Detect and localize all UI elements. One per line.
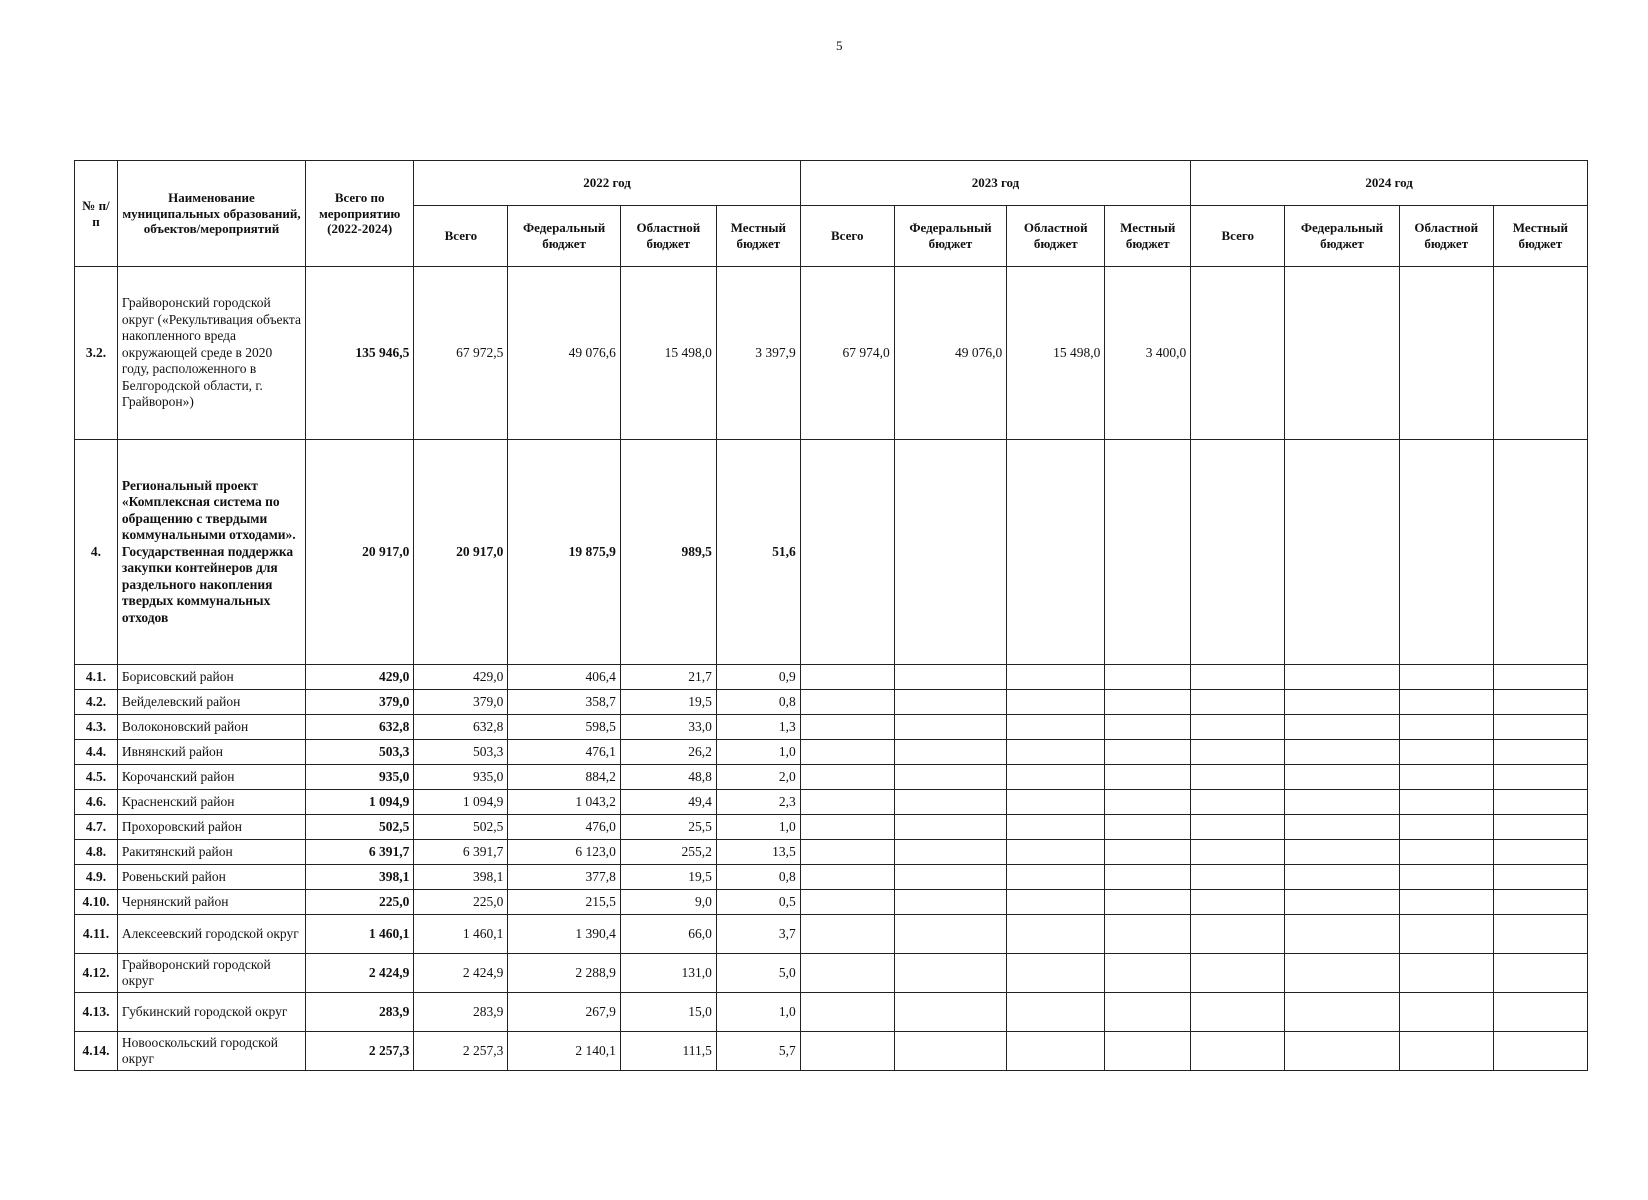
cell-2022-regional: 255,2 (620, 840, 716, 865)
empty-cell (1007, 790, 1105, 815)
cell-2022-regional: 9,0 (620, 890, 716, 915)
table-row (75, 765, 1588, 790)
row-name: Вейделевский район (117, 690, 305, 715)
cell-2024-regional (1399, 440, 1493, 665)
empty-cell (800, 715, 894, 740)
empty-cell (1399, 715, 1493, 740)
cell-2024-total (1191, 267, 1285, 440)
cell-2022-regional: 15,0 (620, 993, 716, 1032)
header-year-2023: 2023 год (800, 161, 1190, 206)
cell-2022-federal: 884,2 (508, 765, 620, 790)
cell-2023-federal (894, 440, 1006, 665)
empty-cell (1105, 665, 1191, 690)
cell-2022-regional: 111,5 (620, 1032, 716, 1071)
empty-cell (1399, 765, 1493, 790)
empty-cell (1105, 740, 1191, 765)
table-row (75, 993, 1588, 1032)
cell-2022-local: 5,7 (716, 1032, 800, 1071)
empty-cell (800, 740, 894, 765)
empty-cell (1007, 740, 1105, 765)
row-name: Чернянский район (117, 890, 305, 915)
table-row (75, 840, 1588, 865)
cell-2022-regional: 19,5 (620, 865, 716, 890)
cell-2022-regional: 989,5 (620, 440, 716, 665)
empty-cell (800, 1032, 894, 1071)
cell-2022-local: 1,0 (716, 740, 800, 765)
cell-2022-local: 0,9 (716, 665, 800, 690)
empty-cell (1191, 715, 1285, 740)
empty-cell (1191, 790, 1285, 815)
empty-cell (1007, 890, 1105, 915)
empty-cell (1191, 815, 1285, 840)
header-2022-federal: Федеральный бюджет (508, 206, 620, 267)
empty-cell (1285, 1032, 1399, 1071)
empty-cell (800, 840, 894, 865)
empty-cell (1285, 765, 1399, 790)
cell-2022-total: 935,0 (414, 765, 508, 790)
empty-cell (1399, 690, 1493, 715)
empty-cell (1191, 993, 1285, 1032)
empty-cell (1105, 954, 1191, 993)
cell-2022-total: 225,0 (414, 890, 508, 915)
empty-cell (1399, 665, 1493, 690)
cell-2022-regional: 33,0 (620, 715, 716, 740)
cell-2022-federal: 19 875,9 (508, 440, 620, 665)
empty-cell (800, 765, 894, 790)
row-name: Корочанский район (117, 765, 305, 790)
row-name: Губкинский городской округ (117, 993, 305, 1032)
header-2023-total: Всего (800, 206, 894, 267)
header-2023-federal: Федеральный бюджет (894, 206, 1006, 267)
empty-cell (1105, 890, 1191, 915)
cell-2022-federal: 215,5 (508, 890, 620, 915)
empty-cell (1191, 1032, 1285, 1071)
row-total: 632,8 (306, 715, 414, 740)
empty-cell (1105, 715, 1191, 740)
cell-2022-federal: 2 140,1 (508, 1032, 620, 1071)
empty-cell (894, 665, 1006, 690)
page-number: 5 (836, 38, 843, 53)
row-total: 503,3 (306, 740, 414, 765)
cell-2022-local: 5,0 (716, 954, 800, 993)
cell-2022-local: 13,5 (716, 840, 800, 865)
header-year-2022: 2022 год (414, 161, 800, 206)
cell-2022-total: 2 424,9 (414, 954, 508, 993)
empty-cell (800, 993, 894, 1032)
empty-cell (1399, 840, 1493, 865)
empty-cell (800, 665, 894, 690)
table-row (75, 440, 1588, 665)
cell-2022-total: 283,9 (414, 993, 508, 1032)
cell-2022-total: 67 972,5 (414, 267, 508, 440)
row-index: 4.13. (75, 993, 118, 1032)
cell-2022-local: 51,6 (716, 440, 800, 665)
empty-cell (1399, 790, 1493, 815)
empty-cell (1285, 665, 1399, 690)
header-name: Наименование муниципальных образований, объектов/мероприятий (117, 161, 305, 267)
header-2022-total: Всего (414, 206, 508, 267)
row-total: 6 391,7 (306, 840, 414, 865)
budget-table-wrapper (74, 160, 1588, 1071)
cell-2022-regional: 26,2 (620, 740, 716, 765)
cell-2022-federal: 406,4 (508, 665, 620, 690)
cell-2022-federal: 476,1 (508, 740, 620, 765)
empty-cell (1105, 815, 1191, 840)
row-name: Красненский район (117, 790, 305, 815)
empty-cell (1007, 690, 1105, 715)
empty-cell (1493, 715, 1587, 740)
cell-2022-regional: 49,4 (620, 790, 716, 815)
empty-cell (894, 954, 1006, 993)
table-row (75, 1032, 1588, 1071)
row-name: Волоконовский район (117, 715, 305, 740)
cell-2022-local: 0,8 (716, 865, 800, 890)
empty-cell (800, 790, 894, 815)
empty-cell (1105, 690, 1191, 715)
empty-cell (1399, 815, 1493, 840)
cell-2024-local (1493, 267, 1587, 440)
empty-cell (1105, 765, 1191, 790)
cell-2022-local: 0,8 (716, 690, 800, 715)
empty-cell (1007, 665, 1105, 690)
empty-cell (1191, 840, 1285, 865)
empty-cell (1191, 690, 1285, 715)
row-total: 283,9 (306, 993, 414, 1032)
empty-cell (1399, 915, 1493, 954)
cell-2022-federal: 49 076,6 (508, 267, 620, 440)
table-row (75, 715, 1588, 740)
row-total: 1 460,1 (306, 915, 414, 954)
empty-cell (1493, 765, 1587, 790)
cell-2022-total: 429,0 (414, 665, 508, 690)
empty-cell (1285, 840, 1399, 865)
empty-cell (1105, 915, 1191, 954)
row-index: 4.12. (75, 954, 118, 993)
header-total: Всего по мероприятию (2022-2024) (306, 161, 414, 267)
empty-cell (800, 890, 894, 915)
empty-cell (1285, 790, 1399, 815)
cell-2022-federal: 267,9 (508, 993, 620, 1032)
cell-2022-total: 503,3 (414, 740, 508, 765)
empty-cell (1105, 790, 1191, 815)
row-name: Ровеньский район (117, 865, 305, 890)
empty-cell (1493, 1032, 1587, 1071)
empty-cell (1285, 690, 1399, 715)
cell-2022-local: 0,5 (716, 890, 800, 915)
empty-cell (1191, 890, 1285, 915)
row-index: 4.14. (75, 1032, 118, 1071)
cell-2024-local (1493, 440, 1587, 665)
header-2024-regional: Областной бюджет (1399, 206, 1493, 267)
empty-cell (1399, 890, 1493, 915)
empty-cell (1191, 665, 1285, 690)
empty-cell (1007, 954, 1105, 993)
cell-2022-regional: 66,0 (620, 915, 716, 954)
empty-cell (1493, 890, 1587, 915)
cell-2022-federal: 1 043,2 (508, 790, 620, 815)
cell-2022-local: 1,0 (716, 993, 800, 1032)
empty-cell (1285, 890, 1399, 915)
empty-cell (1285, 954, 1399, 993)
empty-cell (1007, 840, 1105, 865)
table-row (75, 740, 1588, 765)
cell-2022-total: 502,5 (414, 815, 508, 840)
row-name: Прохоровский район (117, 815, 305, 840)
cell-2024-federal (1285, 440, 1399, 665)
empty-cell (1399, 865, 1493, 890)
empty-cell (1285, 915, 1399, 954)
empty-cell (1285, 815, 1399, 840)
cell-2022-regional: 25,5 (620, 815, 716, 840)
empty-cell (1105, 865, 1191, 890)
empty-cell (894, 740, 1006, 765)
cell-2022-local: 3 397,9 (716, 267, 800, 440)
empty-cell (1191, 954, 1285, 993)
empty-cell (1007, 715, 1105, 740)
empty-cell (1493, 954, 1587, 993)
cell-2024-total (1191, 440, 1285, 665)
cell-2022-local: 1,3 (716, 715, 800, 740)
header-2022-local: Местный бюджет (716, 206, 800, 267)
table-row (75, 890, 1588, 915)
cell-2022-federal: 2 288,9 (508, 954, 620, 993)
row-total: 502,5 (306, 815, 414, 840)
row-name: Ракитянский район (117, 840, 305, 865)
empty-cell (800, 690, 894, 715)
cell-2023-regional (1007, 440, 1105, 665)
empty-cell (800, 915, 894, 954)
empty-cell (1493, 915, 1587, 954)
row-index: 4.4. (75, 740, 118, 765)
empty-cell (1105, 840, 1191, 865)
row-index: 4.8. (75, 840, 118, 865)
table-row (75, 954, 1588, 993)
cell-2022-local: 3,7 (716, 915, 800, 954)
cell-2022-total: 379,0 (414, 690, 508, 715)
table-row (75, 865, 1588, 890)
empty-cell (1493, 690, 1587, 715)
empty-cell (1399, 1032, 1493, 1071)
cell-2023-local: 3 400,0 (1105, 267, 1191, 440)
empty-cell (1007, 765, 1105, 790)
header-2023-local: Местный бюджет (1105, 206, 1191, 267)
cell-2022-total: 20 917,0 (414, 440, 508, 665)
budget-table (74, 160, 1588, 1071)
row-total: 935,0 (306, 765, 414, 790)
cell-2022-regional: 131,0 (620, 954, 716, 993)
empty-cell (1493, 665, 1587, 690)
row-index: 4. (75, 440, 118, 665)
header-2024-federal: Федеральный бюджет (1285, 206, 1399, 267)
empty-cell (1285, 865, 1399, 890)
cell-2022-federal: 377,8 (508, 865, 620, 890)
row-index: 4.9. (75, 865, 118, 890)
table-header (75, 161, 1588, 267)
cell-2023-federal: 49 076,0 (894, 267, 1006, 440)
header-2023-regional: Областной бюджет (1007, 206, 1105, 267)
row-index: 4.10. (75, 890, 118, 915)
empty-cell (894, 815, 1006, 840)
empty-cell (1493, 865, 1587, 890)
cell-2022-regional: 19,5 (620, 690, 716, 715)
empty-cell (1399, 740, 1493, 765)
empty-cell (1007, 915, 1105, 954)
table-row (75, 690, 1588, 715)
cell-2024-regional (1399, 267, 1493, 440)
cell-2023-regional: 15 498,0 (1007, 267, 1105, 440)
empty-cell (1285, 993, 1399, 1032)
empty-cell (1285, 715, 1399, 740)
empty-cell (1191, 765, 1285, 790)
row-index: 3.2. (75, 267, 118, 440)
cell-2023-total (800, 440, 894, 665)
cell-2022-federal: 1 390,4 (508, 915, 620, 954)
empty-cell (1493, 993, 1587, 1032)
row-name: Грайворонский городской округ (117, 954, 305, 993)
empty-cell (894, 840, 1006, 865)
row-index: 4.6. (75, 790, 118, 815)
empty-cell (1007, 1032, 1105, 1071)
row-name: Борисовский район (117, 665, 305, 690)
row-index: 4.2. (75, 690, 118, 715)
empty-cell (894, 790, 1006, 815)
cell-2022-federal: 598,5 (508, 715, 620, 740)
empty-cell (1285, 740, 1399, 765)
row-index: 4.7. (75, 815, 118, 840)
cell-2022-total: 1 094,9 (414, 790, 508, 815)
empty-cell (894, 890, 1006, 915)
row-total: 379,0 (306, 690, 414, 715)
cell-2022-local: 2,3 (716, 790, 800, 815)
row-index: 4.5. (75, 765, 118, 790)
row-name: Новооскольский городской округ (117, 1032, 305, 1071)
cell-2022-federal: 358,7 (508, 690, 620, 715)
empty-cell (1007, 815, 1105, 840)
empty-cell (800, 865, 894, 890)
row-name: Региональный проект «Комплексная система по обращению с твердыми коммунальными отходами». Государственная поддержка закупки контейнеров для раздельного накопления твердых коммунальных отходов (117, 440, 305, 665)
empty-cell (1493, 815, 1587, 840)
empty-cell (894, 715, 1006, 740)
empty-cell (1399, 954, 1493, 993)
cell-2022-federal: 6 123,0 (508, 840, 620, 865)
header-year-2024: 2024 год (1191, 161, 1588, 206)
row-name: Грайворонский городской округ («Рекультивация объекта накопленного вреда окружающей среде в 2020 году, расположенного в Белгородской области, г. Грайворон») (117, 267, 305, 440)
row-name: Ивнянский район (117, 740, 305, 765)
table-row (75, 267, 1588, 440)
cell-2022-local: 2,0 (716, 765, 800, 790)
empty-cell (894, 690, 1006, 715)
empty-cell (894, 1032, 1006, 1071)
empty-cell (1191, 915, 1285, 954)
empty-cell (894, 993, 1006, 1032)
cell-2022-total: 1 460,1 (414, 915, 508, 954)
cell-2023-total: 67 974,0 (800, 267, 894, 440)
cell-2022-total: 2 257,3 (414, 1032, 508, 1071)
empty-cell (800, 954, 894, 993)
header-2024-total: Всего (1191, 206, 1285, 267)
cell-2022-federal: 476,0 (508, 815, 620, 840)
table-body (75, 267, 1588, 1071)
cell-2022-total: 6 391,7 (414, 840, 508, 865)
row-name: Алексеевский городской округ (117, 915, 305, 954)
row-total: 429,0 (306, 665, 414, 690)
empty-cell (1105, 993, 1191, 1032)
header-num: № п/п (75, 161, 118, 267)
table-row (75, 915, 1588, 954)
table-row (75, 665, 1588, 690)
empty-cell (1399, 993, 1493, 1032)
row-total: 225,0 (306, 890, 414, 915)
empty-cell (894, 915, 1006, 954)
empty-cell (800, 815, 894, 840)
empty-cell (1105, 1032, 1191, 1071)
row-total: 135 946,5 (306, 267, 414, 440)
empty-cell (1493, 740, 1587, 765)
row-index: 4.11. (75, 915, 118, 954)
header-2024-local: Местный бюджет (1493, 206, 1587, 267)
row-index: 4.1. (75, 665, 118, 690)
cell-2022-local: 1,0 (716, 815, 800, 840)
row-total: 2 257,3 (306, 1032, 414, 1071)
empty-cell (1493, 840, 1587, 865)
cell-2023-local (1105, 440, 1191, 665)
header-2022-regional: Областной бюджет (620, 206, 716, 267)
empty-cell (1007, 993, 1105, 1032)
row-total: 1 094,9 (306, 790, 414, 815)
empty-cell (894, 865, 1006, 890)
cell-2022-total: 398,1 (414, 865, 508, 890)
cell-2022-regional: 48,8 (620, 765, 716, 790)
table-row (75, 815, 1588, 840)
cell-2024-federal (1285, 267, 1399, 440)
table-row (75, 790, 1588, 815)
cell-2022-regional: 21,7 (620, 665, 716, 690)
empty-cell (1493, 790, 1587, 815)
cell-2022-regional: 15 498,0 (620, 267, 716, 440)
empty-cell (1191, 740, 1285, 765)
empty-cell (1007, 865, 1105, 890)
row-index: 4.3. (75, 715, 118, 740)
empty-cell (894, 765, 1006, 790)
cell-2022-total: 632,8 (414, 715, 508, 740)
empty-cell (1191, 865, 1285, 890)
row-total: 398,1 (306, 865, 414, 890)
row-total: 2 424,9 (306, 954, 414, 993)
row-total: 20 917,0 (306, 440, 414, 665)
